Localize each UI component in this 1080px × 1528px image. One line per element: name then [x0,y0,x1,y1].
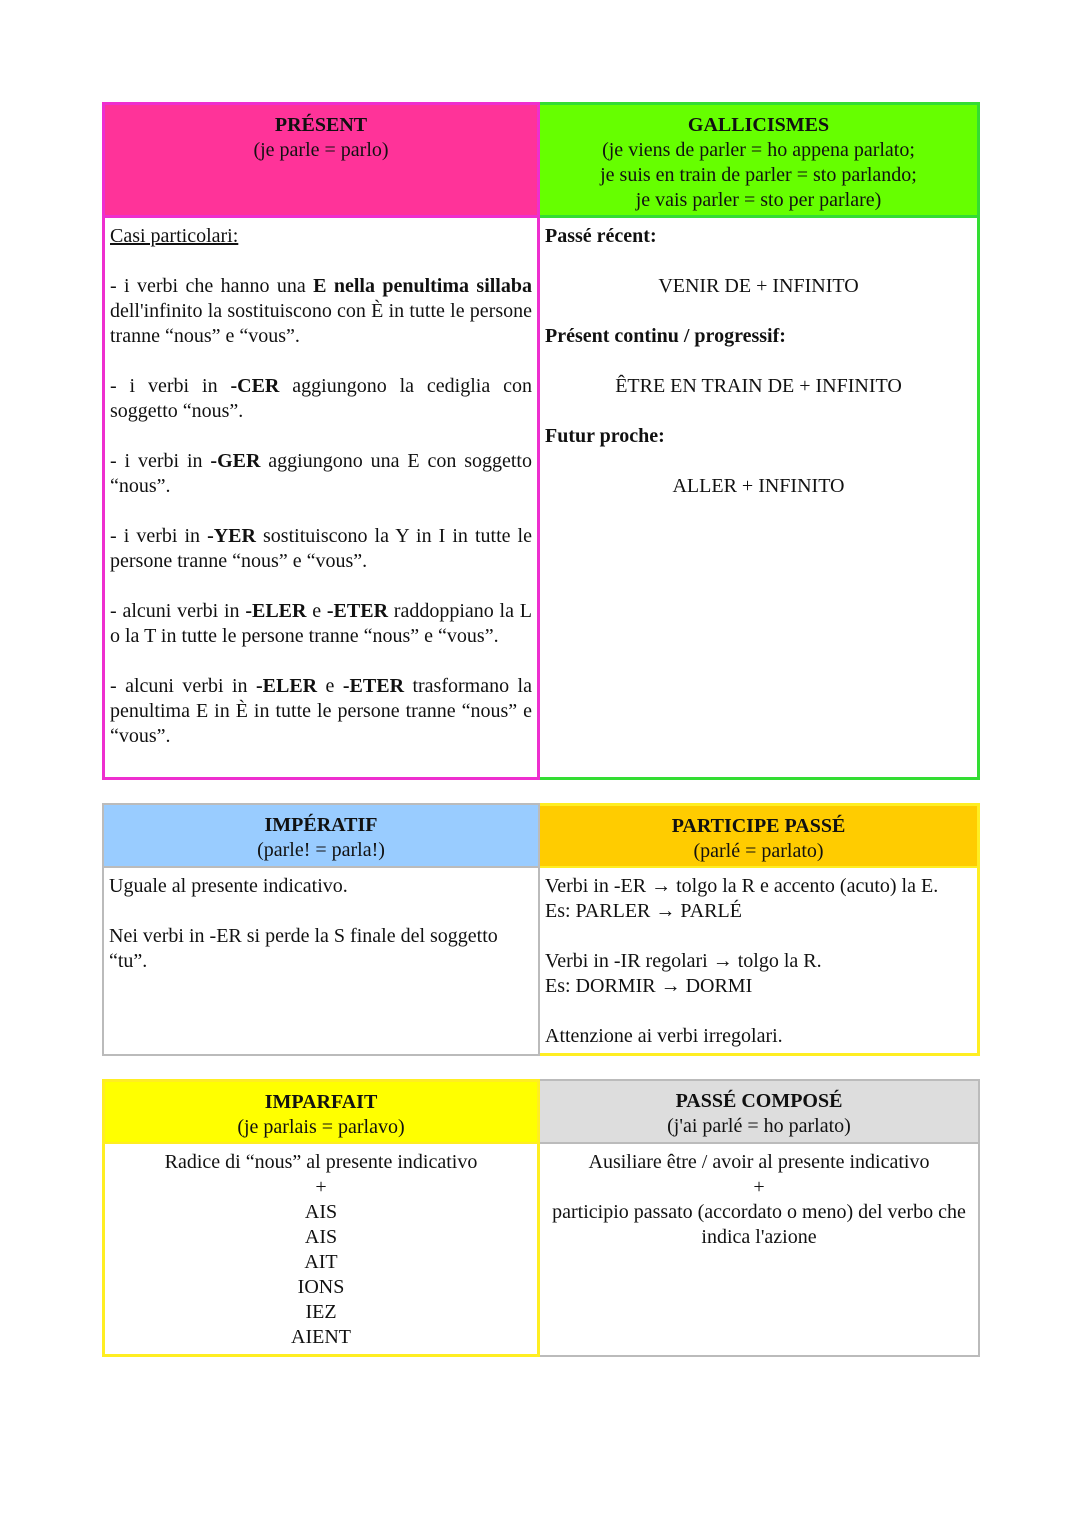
participe-line-1: Verbi in -ER → tolgo la R e accento (acuto) la E. [545,875,939,897]
imparfait-ending-aient: AIENT [291,1326,351,1348]
present-rule-5: - alcuni verbi in -ELER e -ETER raddoppiano la L o la T in tutte le persone tranne “nous” e “vous”. [110,600,532,647]
participe-line-4: Es: DORMIR → DORMI [545,975,753,997]
present-rule-6: - alcuni verbi in -ELER e -ETER trasformano la penultima E in È in tutte le persone tranne “nous” e “vous”. [110,675,532,747]
passe-compose-subtitle: (j'ai parlé = ho parlato) [667,1115,851,1137]
passe-recent-formula: VENIR DE + INFINITO [658,275,859,297]
imparfait-subtitle: (je parlais = parlavo) [237,1116,405,1138]
futur-proche-label: Futur proche: [545,425,665,447]
present-column [102,102,540,780]
imperatif-header [104,805,538,868]
imparfait-column [102,1079,540,1357]
passe-compose-line-3: participio passato (accordato o meno) del verbo che indica l'azione [552,1201,966,1248]
imparfait-line-1: Radice di “nous” al presente indicativo [164,1151,478,1173]
participe-line-5: Attenzione ai verbi irregolari. [545,1025,783,1047]
passe-recent-label: Passé récent: [545,225,657,247]
imparfait-ending-ais-1: AIS [304,1201,338,1223]
participe-title: PARTICIPE PASSÉ [671,815,846,837]
gallicismes-body [540,218,977,777]
present-rule-3: - i verbi in -GER aggiungono una E con soggetto “nous”. [110,450,532,497]
passe-compose-line-1: Ausiliare être / avoir al presente indicativo [588,1151,930,1173]
present-rule-2: - i verbi in -CER aggiungono la cediglia con soggetto “nous”. [110,375,532,422]
participe-line-3: Verbi in -IR regolari → tolgo la R. [545,950,822,972]
participe-header [540,806,977,868]
present-rule-1: - i verbi che hanno una E nella penultima sillaba dell'infinito la sostituiscono con È in tutte le persone tranne “nous” e “vous”. [110,275,532,347]
present-header [105,105,537,218]
participe-column [540,803,980,1056]
gallicismes-title: GALLICISMES [687,114,830,136]
imparfait-ending-iez: IEZ [305,1301,337,1323]
present-body [105,218,537,777]
imparfait-ending-ais-2: AIS [304,1226,338,1248]
gallicismes-subtitle-3: je vais parler = sto per parlare) [635,189,882,211]
imparfait-header [105,1082,537,1144]
present-intro: Casi particolari: [110,225,239,247]
imperatif-subtitle: (parle! = parla!) [257,839,385,861]
imperatif-body [104,868,538,1054]
participe-subtitle: (parlé = parlato) [693,840,824,862]
imperatif-column [102,803,540,1056]
imparfait-body [105,1144,537,1354]
gallicismes-subtitle-2: je suis en train de parler = sto parlando; [600,164,917,186]
passe-compose-plus: + [753,1176,765,1198]
present-subtitle: (je parle = parlo) [253,139,389,161]
passe-compose-header [540,1081,978,1144]
imperatif-line-1: Uguale al presente indicativo. [109,875,348,897]
gallicismes-subtitle-1: (je viens de parler = ho appena parlato; [602,139,915,161]
passe-compose-title: PASSÉ COMPOSÉ [675,1090,843,1112]
imparfait-plus: + [315,1176,327,1198]
futur-proche-formula: ALLER + INFINITO [672,475,845,497]
passe-compose-column [540,1079,980,1357]
imparfait-ending-ions: IONS [297,1276,345,1298]
present-rule-4: - i verbi in -YER sostituiscono la Y in I in tutte le persone tranne “nous” e “vous”. [110,525,532,572]
present-continu-formula: ÊTRE EN TRAIN DE + INFINITO [615,375,902,397]
gallicismes-column [540,102,980,780]
present-title: PRÉSENT [274,114,368,136]
imparfait-ending-ait: AIT [304,1251,338,1273]
passe-compose-body [540,1144,978,1355]
participe-line-2: Es: PARLER → PARLÉ [545,900,742,922]
present-gallicismes-table [102,102,980,780]
imparfait-title: IMPARFAIT [264,1091,378,1113]
imparfait-passe-compose-table [102,1079,980,1357]
gallicismes-header [540,105,977,218]
imperatif-title: IMPÉRATIF [264,814,378,836]
imperatif-line-2: Nei verbi in -ER si perde la S finale del soggetto “tu”. [109,925,498,972]
participe-body [540,868,977,1053]
present-continu-label: Présent continu / progressif: [545,325,786,347]
imperatif-participe-table [102,803,980,1056]
